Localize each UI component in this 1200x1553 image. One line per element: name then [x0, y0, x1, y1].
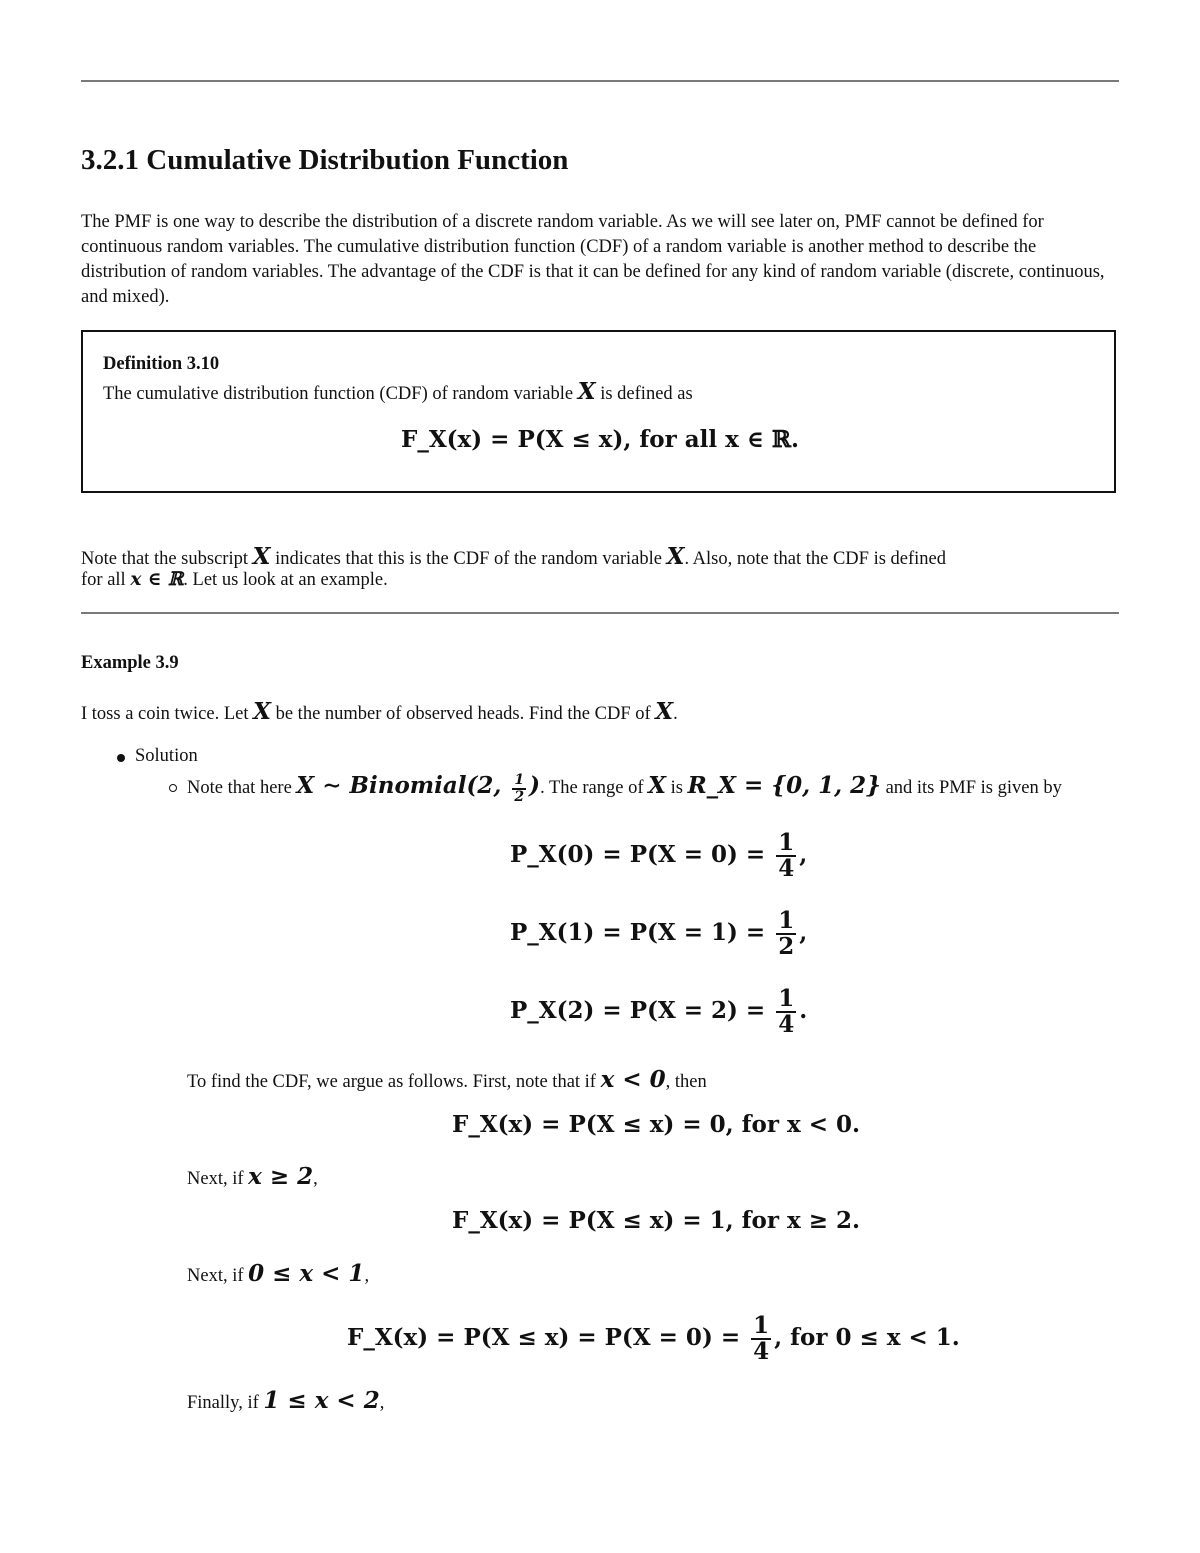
- step3-text: [187, 1260, 369, 1287]
- note-line-1: [81, 543, 946, 570]
- pmf-num-0: 1: [778, 829, 795, 856]
- step3-text-1: Next, if: [187, 1266, 249, 1286]
- example-problem: [81, 698, 678, 725]
- solution-note-text-4: and its PMF is given by: [880, 778, 1062, 798]
- note-var-2: X: [666, 543, 685, 570]
- pmf-num-2: 1: [778, 985, 795, 1012]
- pmf-lhs-0: P_X(0) = P(X = 0) =: [510, 841, 774, 869]
- step3-eq-lhs: F_X(x) = P(X ≤ x) = P(X = 0) =: [347, 1324, 749, 1352]
- step2-equation: F_X(x) = P(X ≤ x) = 1, for x ≥ 2.: [452, 1207, 861, 1234]
- step4-text-2: ,: [379, 1393, 385, 1413]
- step3-math: 0 ≤ x < 1: [248, 1260, 365, 1287]
- step2-text-2: ,: [313, 1169, 318, 1189]
- solution-label: Solution: [135, 746, 198, 766]
- step1-text: [187, 1066, 707, 1093]
- step1-equation: F_X(x) = P(X ≤ x) = 0, for x < 0.: [452, 1111, 861, 1138]
- example-title: Example 3.9: [81, 653, 179, 673]
- range-expr: R_X = {0, 1, 2}: [687, 772, 881, 799]
- pmf-equation-2: [510, 987, 807, 1037]
- solution-note-text-3: is: [665, 778, 688, 798]
- pmf-equation-1: [510, 909, 807, 959]
- definition-var: X: [577, 378, 596, 405]
- step4-text: [187, 1387, 384, 1414]
- binomial-half-den: 2: [514, 788, 525, 805]
- solution-note-text-1: Note that here: [187, 778, 297, 798]
- pmf-equation-0: [510, 831, 807, 881]
- step1-math: x < 0: [600, 1066, 666, 1093]
- pmf-end-2: .: [799, 997, 808, 1025]
- top-divider: [81, 80, 1119, 82]
- problem-text-3: .: [673, 704, 678, 724]
- pmf-lhs-1: P_X(1) = P(X = 1) =: [510, 919, 774, 947]
- problem-text-2: be the number of observed heads. Find the CDF of: [270, 704, 656, 724]
- solution-note: [187, 772, 1062, 804]
- pmf-frac-0: [776, 831, 796, 881]
- binomial-half: [512, 773, 526, 804]
- step1-text-2: , then: [665, 1072, 707, 1092]
- definition-text: [103, 378, 693, 405]
- section-divider: [81, 612, 1119, 614]
- problem-var-2: X: [655, 698, 674, 725]
- intro-paragraph: The PMF is one way to describe the distribution of a discrete random variable. As we will see later on, PMF cannot be defined for continuous random variables. The cumulative distribution function (CDF) of a random variable is another method to describe the distribution of random variables. The advantage of the CDF is that it can be defined for any kind of random variable (discrete, continuous, and mixed).: [81, 212, 1105, 307]
- note-text-1: Note that the subscript: [81, 549, 253, 569]
- pmf-frac-2: [776, 987, 796, 1037]
- definition-box: [81, 330, 1116, 493]
- definition-formula: F_X(x) = P(X ≤ x), for all x ∈ ℝ.: [401, 426, 799, 453]
- note-line-2: [81, 569, 388, 591]
- solution-note-text-2: . The range of: [540, 778, 649, 798]
- sub-bullet-icon: [169, 784, 177, 792]
- pmf-end-0: ,: [799, 841, 808, 869]
- definition-title: Definition 3.10: [103, 354, 220, 374]
- pmf-den-2: 4: [778, 1011, 795, 1039]
- step2-math: x ≥ 2: [248, 1163, 314, 1190]
- note-math-1: x ∈ ℝ: [130, 569, 184, 590]
- step3-text-2: ,: [364, 1266, 370, 1286]
- note-text-3: . Also, note that the CDF is defined: [684, 549, 947, 569]
- step3-eq-rhs: , for 0 ≤ x < 1.: [774, 1324, 960, 1352]
- definition-text-before: The cumulative distribution function (CDF) of random variable: [103, 384, 578, 404]
- note-var-1: X: [252, 543, 271, 570]
- binomial-expr: X ∼ Binomial(2,: [296, 772, 510, 799]
- note-text-5: . Let us look at an example.: [183, 570, 388, 590]
- step2-text-1: Next, if: [187, 1169, 249, 1189]
- definition-text-after: is defined as: [595, 384, 693, 404]
- problem-var-1: X: [253, 698, 271, 725]
- pmf-num-1: 1: [778, 907, 795, 934]
- step4-math: 1 ≤ x < 2: [263, 1387, 380, 1414]
- binomial-half-num: 1: [514, 772, 525, 789]
- problem-text-1: I toss a coin twice. Let: [81, 704, 254, 724]
- solution-bullet-icon: [117, 754, 125, 762]
- note-text-2: indicates that this is the CDF of the random variable: [270, 549, 667, 569]
- solution-note-var: X: [648, 772, 666, 799]
- pmf-frac-1: [776, 909, 796, 959]
- pmf-den-1: 2: [778, 933, 795, 961]
- step3-num: 1: [753, 1312, 770, 1339]
- step2-text: [187, 1163, 318, 1190]
- step3-frac: [751, 1314, 771, 1364]
- section-title: 3.2.1 Cumulative Distribution Function: [81, 144, 569, 176]
- pmf-den-0: 4: [778, 855, 795, 883]
- step3-den: 4: [753, 1338, 770, 1366]
- step3-equation: [347, 1314, 960, 1364]
- pmf-lhs-2: P_X(2) = P(X = 2) =: [510, 997, 774, 1025]
- binomial-close: ): [529, 772, 541, 799]
- pmf-end-1: ,: [799, 919, 808, 947]
- step1-text-1: To find the CDF, we argue as follows. First, note that if: [187, 1072, 601, 1092]
- note-text-4: for all: [81, 570, 131, 590]
- step4-text-1: Finally, if: [187, 1393, 264, 1413]
